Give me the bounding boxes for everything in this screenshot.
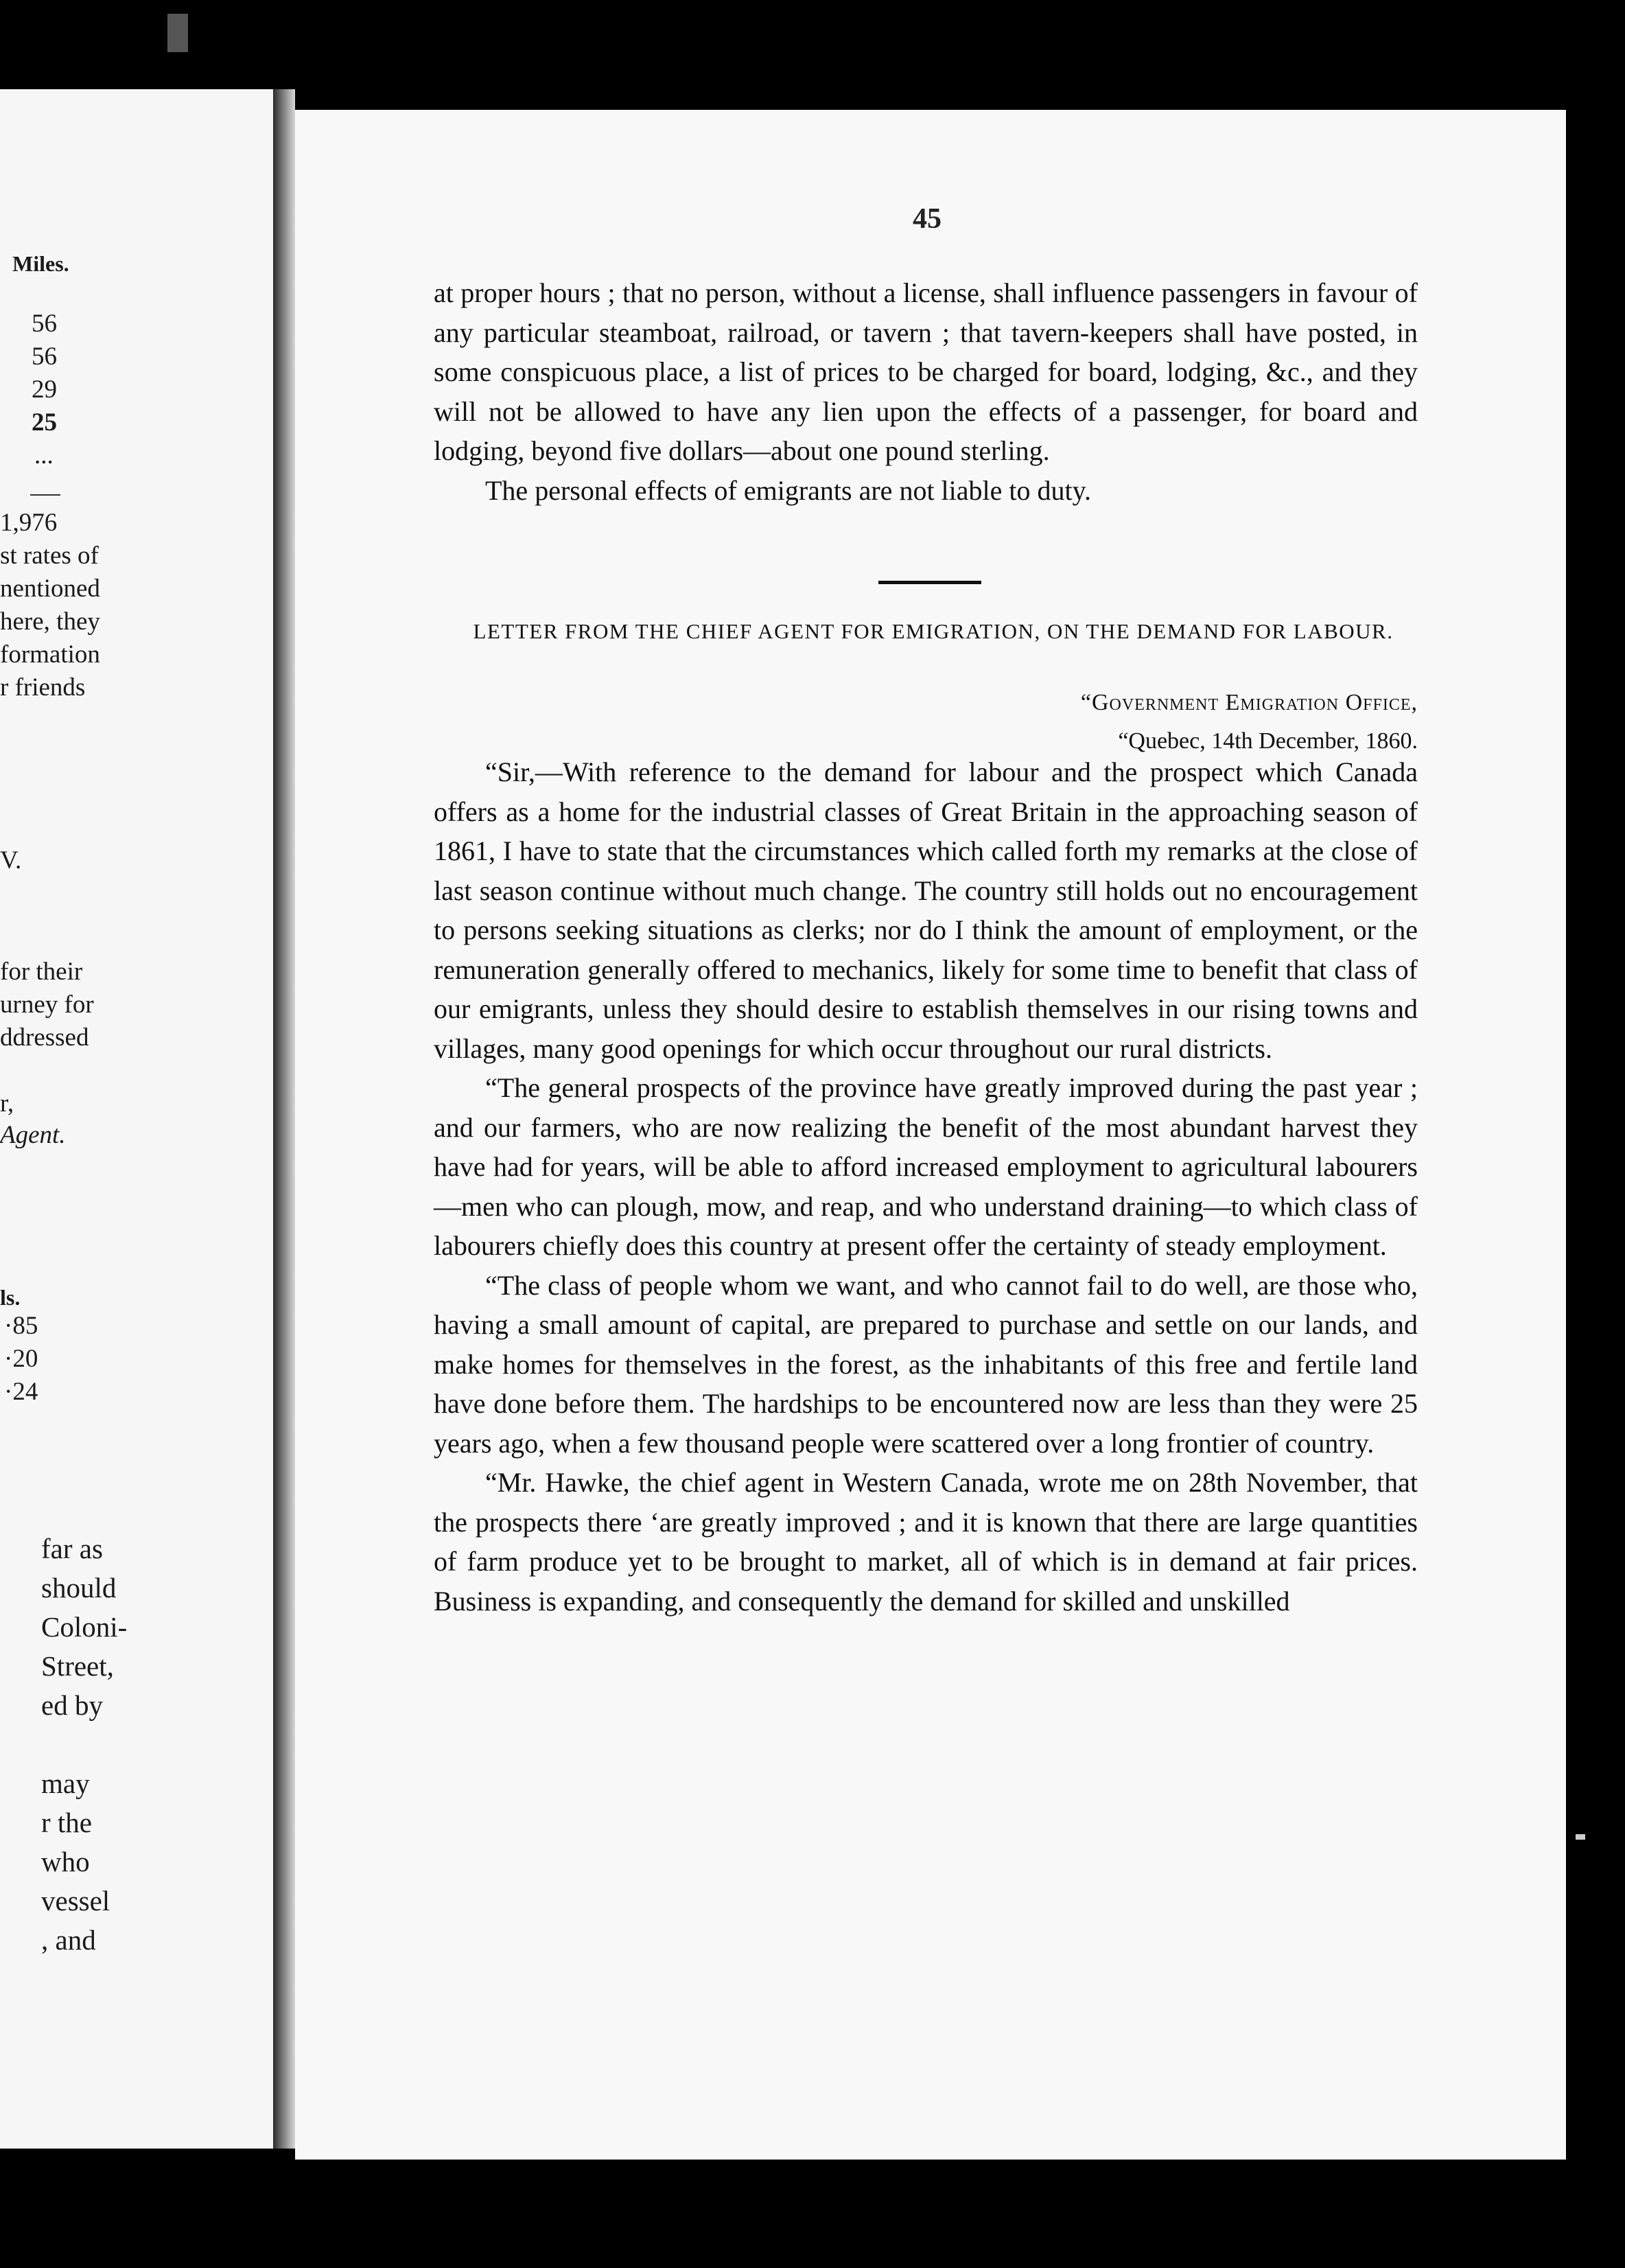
letter-paragraph: “Mr. Hawke, the chief agent in Western Canada, wrote me on 28th November, that the prospects there ‘are greatly improved ; and it is known that there are large quantities of farm produce yet to be brought to market, all of which is in demand at fair prices. Business is expanding, and consequently the demand for skilled and unskilled <box>434 1467 1418 1617</box>
page-number: 45 <box>913 203 942 235</box>
fragment-line: vessel <box>41 1885 110 1917</box>
fragment-line: far as <box>41 1533 103 1564</box>
continuation-paragraph: at proper hours ; that no person, without a license, shall influence passengers in favour of any particular steamboat, railroad, or tavern ; that tavern-keepers shall have posted, in some conspicuous place, a list of prices to be charged for board, lodging, &c., and they will not be allowed to have any lien upon the effects of a passenger, for board and lodging, beyond five dollars—about one pound sterling. <box>434 277 1418 466</box>
fragment-line: urney for <box>0 991 94 1019</box>
fragment-line: formation <box>0 640 100 669</box>
place-date-line: “Quebec, 14th December, 1860. <box>1118 728 1418 754</box>
fragment-line: V. <box>0 846 22 875</box>
fragment-line: r the <box>41 1807 92 1838</box>
fragment-line: ls. <box>0 1285 21 1310</box>
letter-paragraph: “The class of people whom we want, and who cannot fail to do well, are those who, having a small amount of capital, are prepared to purchase and settle on our lands, and make homes for themselves in the forest, as the inhabitants of this free and fertile land have done before them. The hardships to be encountered now are less than they were 25 years ago, when a few thousand people were scattered over a long frontier of country. <box>434 1269 1418 1459</box>
fragment-line: ed by <box>41 1689 103 1721</box>
miles-value: ... <box>34 441 54 470</box>
continuation-text <box>434 273 1418 510</box>
decimal-value: ·85 <box>4 1312 38 1340</box>
miles-value: 56 <box>32 310 57 338</box>
letter-body <box>434 752 1418 1621</box>
letter-paragraph: “Sir,—With reference to the demand for labour and the prospect which Canada offers as a home for the industrial classes of Great Britain in the approaching season of 1861, I have to state that the circumstances which called forth my remarks at the close of last season continue without much change. The country still holds out no encouragement to persons seeking situations as clerks; nor do I think the amount of employment, or the remuneration generally offered to mechanics, likely for some time to benefit that class of our emigrants, unless they should desire to establish themselves in our rising towns and villages, many good openings for which occur throughout our rural districts. <box>434 756 1418 1064</box>
total-rule <box>30 494 60 496</box>
personal-effects-line: The personal effects of emigrants are not liable to duty. <box>485 474 1092 506</box>
letter-dateline <box>1081 684 1418 761</box>
miles-column-header: Miles. <box>12 251 69 276</box>
scan-speck <box>167 14 188 52</box>
section-divider <box>878 581 981 584</box>
fragment-line: for their <box>0 958 83 986</box>
fragment-line: r, <box>0 1089 14 1118</box>
miles-value: 25 <box>32 408 57 437</box>
miles-value: 29 <box>32 375 57 404</box>
decimal-value: ·20 <box>4 1345 38 1373</box>
book-gutter <box>273 89 295 2149</box>
fragment-line: here, they <box>0 608 100 636</box>
office-line: “Government Emigration Office, <box>1080 690 1418 715</box>
decimal-value: ·24 <box>4 1378 38 1406</box>
facing-page-fragment <box>0 89 273 2149</box>
agent-signature: Agent. <box>0 1121 66 1149</box>
fragment-line: r friends <box>0 673 86 702</box>
fragment-line: ddressed <box>0 1023 89 1052</box>
letter-heading: LETTER FROM THE CHIEF AGENT FOR EMIGRATION, ON THE DEMAND FOR LABOUR. <box>473 619 1394 643</box>
fragment-line: who <box>41 1846 90 1877</box>
miles-value: 56 <box>32 343 57 371</box>
miles-total: 1,976 <box>0 509 58 537</box>
fragment-line: should <box>41 1572 117 1604</box>
fragment-line: nentioned <box>0 575 100 603</box>
fragment-line: st rates of <box>0 542 99 570</box>
letter-paragraph: “The general prospects of the province have greatly improved during the past year ; and our farmers, who are now realizing the benefit of the most abundant harvest they have had for years, will be able to afford increased employment to agricultural labourers—men who can plough, mow, and reap, and who understand draining—to which class of labourers chiefly does this country at present offer the certainty of steady employment. <box>434 1072 1418 1261</box>
fragment-line: Coloni- <box>41 1611 128 1643</box>
fragment-line: Street, <box>41 1650 114 1682</box>
fragment-line: , and <box>41 1924 96 1956</box>
fragment-line: may <box>41 1768 90 1799</box>
scan-speck <box>1576 1834 1585 1840</box>
